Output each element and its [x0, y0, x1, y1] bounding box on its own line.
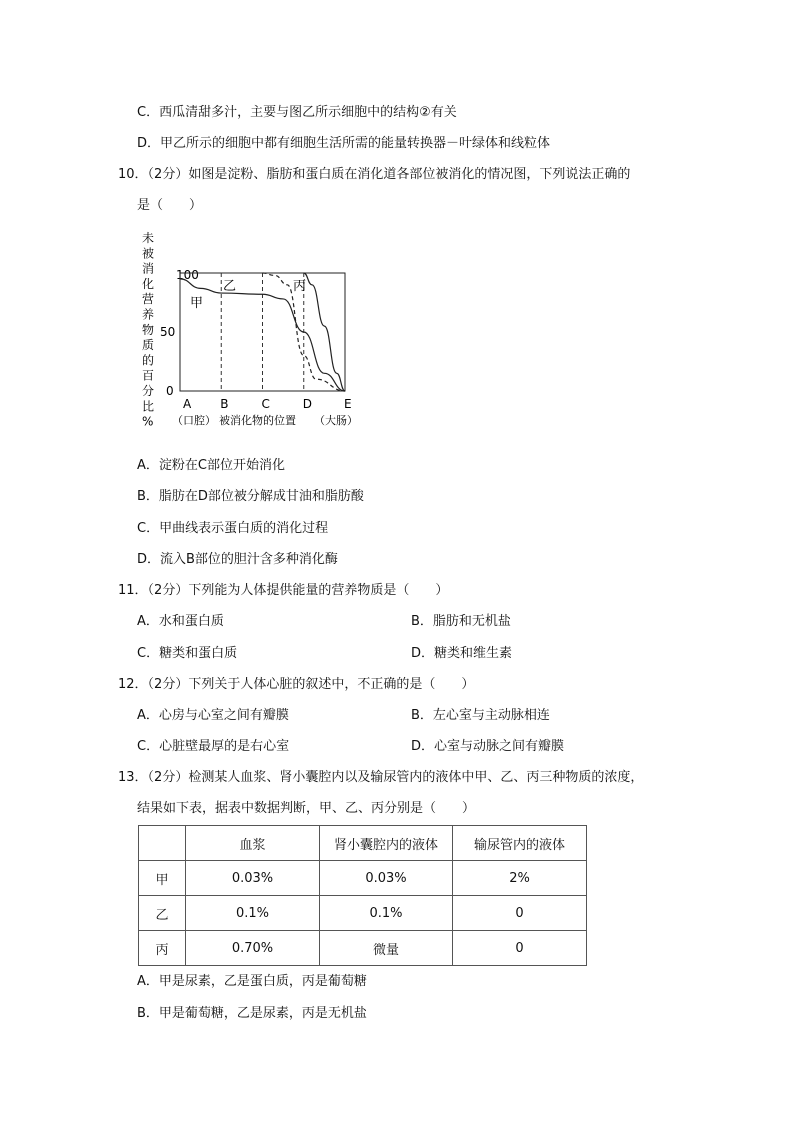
- y-axis-label-char: 的: [142, 353, 155, 368]
- table-cell: 2%: [453, 861, 587, 896]
- table-header-cell: 血浆: [186, 826, 320, 861]
- q13-option-a: A．甲是尿素，乙是蛋白质，丙是葡萄糖: [137, 974, 367, 989]
- y-axis-label-char: 质: [142, 338, 155, 353]
- q11-option-c: C．糖类和蛋白质: [137, 646, 238, 661]
- table-cell: 0.1%: [320, 896, 453, 931]
- q10-option-b: B．脂肪在D部位被分解成甘油和脂肪酸: [137, 489, 364, 504]
- q10-option-a: A．淀粉在C部位开始消化: [137, 458, 285, 473]
- table-cell: 0.70%: [186, 931, 320, 966]
- table-cell: 0: [453, 896, 587, 931]
- x-tick-label: D: [302, 397, 312, 411]
- y-axis-label-char: %: [142, 414, 154, 429]
- table-header-cell: 输尿管内的液体: [453, 826, 587, 861]
- table-cell: 0.1%: [186, 896, 320, 931]
- y-tick-0: 0: [166, 384, 174, 398]
- y-axis-label-char: 被: [142, 246, 155, 261]
- table-cell: 乙: [139, 896, 186, 931]
- q11-option-a: A．水和蛋白质: [137, 614, 224, 629]
- y-tick-50: 50: [160, 325, 176, 339]
- q13-stem-line2: 结果如下表，据表中数据判断，甲、乙、丙分别是（ ）: [137, 801, 476, 816]
- q12-option-a: A．心房与心室之间有瓣膜: [137, 708, 289, 723]
- y-axis-label-char: 未: [142, 231, 155, 245]
- q12-option-b: B．左心室与主动脉相连: [411, 708, 550, 723]
- x-label-left: （口腔）: [172, 414, 216, 427]
- y-axis-label-char: 化: [142, 276, 155, 291]
- table-row: [139, 896, 587, 931]
- table-row: [139, 931, 587, 966]
- table-header-cell: 肾小囊腔内的液体: [320, 826, 453, 861]
- y-axis-label-char: 养: [142, 307, 155, 322]
- table-header-row: [139, 826, 587, 861]
- q13-option-b: B．甲是葡萄糖，乙是尿素，丙是无机盐: [137, 1006, 367, 1021]
- y-tick-labels: [160, 268, 199, 398]
- concentration-table: [138, 825, 587, 966]
- x-tick-label: C: [261, 397, 270, 411]
- x-tick-label: A: [183, 397, 192, 411]
- q12-option-c: C．心脏壁最厚的是右心室: [137, 739, 290, 754]
- x-tick-labels: [183, 397, 352, 411]
- y-tick-100: 100: [176, 268, 199, 282]
- x-tick-label: E: [344, 397, 352, 411]
- table-header-cell: [139, 826, 186, 861]
- digestion-chart: [130, 228, 370, 438]
- curve-label-bing: 丙: [293, 279, 307, 294]
- curve-label-yi: 乙: [223, 279, 237, 294]
- q10-option-d: D．流入B部位的胆汁含多种消化酶: [137, 552, 338, 567]
- table-cell: 0.03%: [320, 861, 453, 896]
- q10-stem-line1: 10．（2分）如图是淀粉、脂肪和蛋白质在消化道各部位被消化的情况图，下列说法正确的: [118, 167, 631, 182]
- q13-stem-line1: 13．（2分）检测某人血浆、肾小囊腔内以及输尿管内的液体中甲、乙、丙三种物质的浓度，: [118, 770, 644, 785]
- table-cell: 0.03%: [186, 861, 320, 896]
- q9-option-d: D．甲乙所示的细胞中都有细胞生活所需的能量转换器－叶绿体和线粒体: [137, 136, 551, 151]
- y-axis-label: [142, 230, 154, 429]
- y-axis-label-char: 百: [142, 368, 155, 383]
- q12-option-d: D．心室与动脉之间有瓣膜: [411, 739, 565, 754]
- table-cell: 丙: [139, 931, 186, 966]
- curve-label-jia: 甲: [190, 296, 204, 311]
- table-cell: 甲: [139, 861, 186, 896]
- q11-stem: 11．（2分）下列能为人体提供能量的营养物质是（ ）: [118, 583, 449, 598]
- y-axis-label-char: 分: [142, 384, 155, 398]
- q11-option-d: D．糖类和维生素: [411, 646, 513, 661]
- y-axis-label-char: 物: [142, 322, 155, 337]
- table-cell: 微量: [320, 931, 453, 966]
- q10-option-c: C．甲曲线表示蛋白质的消化过程: [137, 521, 329, 536]
- y-axis-label-char: 消: [142, 261, 155, 276]
- q11-option-b: B．脂肪和无机盐: [411, 614, 511, 629]
- q10-stem-line2: 是（ ）: [137, 198, 203, 213]
- table-row: [139, 861, 587, 896]
- y-axis-label-char: 比: [142, 399, 155, 414]
- x-label-mid: 被消化物的位置: [219, 414, 296, 427]
- y-axis-label-char: 营: [142, 292, 155, 307]
- q12-stem: 12．（2分）下列关于人体心脏的叙述中，不正确的是（ ）: [118, 677, 475, 692]
- q10-figure: [130, 228, 370, 438]
- x-tick-label: B: [220, 397, 229, 411]
- x-label-right: （大肠）: [314, 414, 358, 427]
- table-cell: 0: [453, 931, 587, 966]
- q9-option-c: C．西瓜清甜多汁，主要与图乙所示细胞中的结构②有关: [137, 105, 457, 120]
